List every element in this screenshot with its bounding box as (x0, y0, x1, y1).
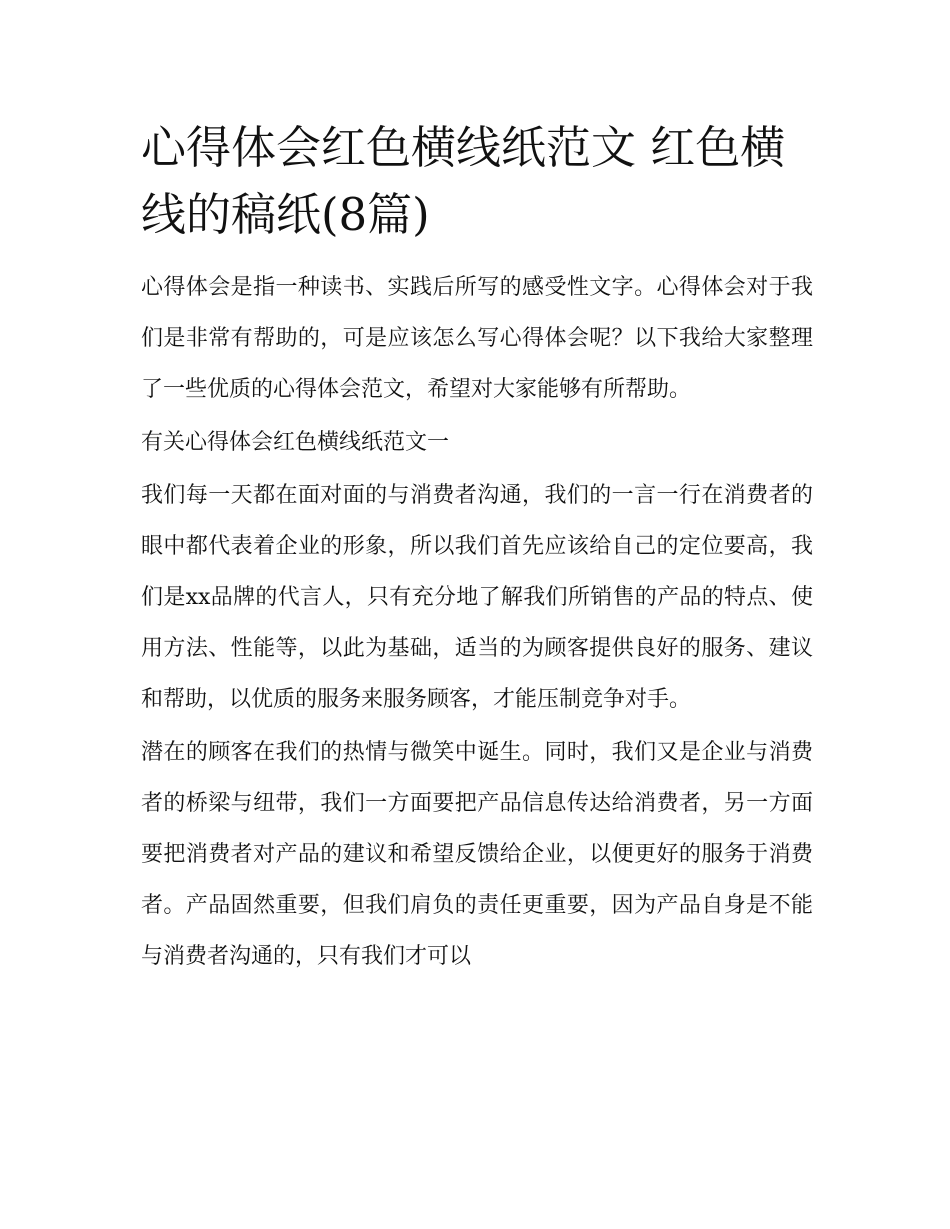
document-body (141, 114, 813, 984)
intro-paragraph: 心得体会是指一种读书、实践后所写的感受性文字。心得体会对于我们是非常有帮助的，可是应该怎么写心得体会呢？以下我给大家整理了一些优质的心得体会范文，希望对大家能够有所帮助。 (141, 275, 813, 402)
body-paragraph-1: 我们每一天都在面对面的与消费者沟通，我们的一言一行在消费者的眼中都代表着企业的形象，所以我们首先应该给自己的定位要高，我们是xx品牌的代言人，只有充分地了解我们所销售的产品的特点、使用方法、性能等，以此为基础，适当的为顾客提供良好的服务、建议和帮助，以优质的服务来服务顾客，才能压制竞争对手。 (141, 483, 813, 712)
body-paragraph-2: 潜在的顾客在我们的热情与微笑中诞生。同时，我们又是企业与消费者的桥梁与纽带，我们一方面要把产品信息传达给消费者，另一方面要把消费者对产品的建议和希望反馈给企业，以便更好的服务于消费者。产品固然重要，但我们肩负的责任更重要，因为产品自身是不能与消费者沟通的，只有我们才可以 (141, 740, 813, 969)
section-heading: 有关心得体会红色横线纸范文一 (141, 430, 450, 455)
document-title: 心得体会红色横线纸范文 红色横线的稿纸(8篇) (141, 121, 786, 241)
